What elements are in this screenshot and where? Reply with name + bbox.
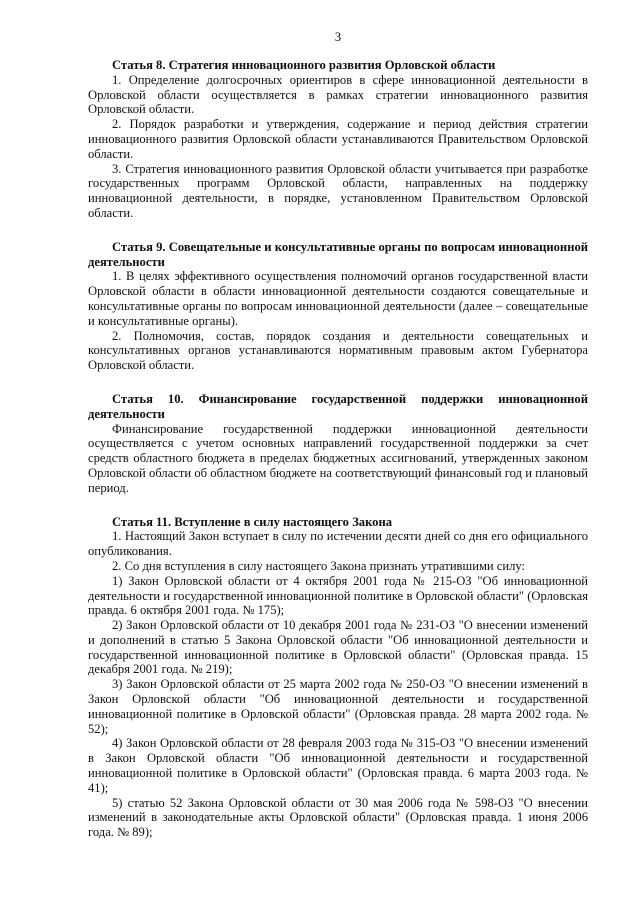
article-title: Статья 8. Стратегия инновационного развития Орловской области [112, 58, 496, 72]
paragraph: 5) статью 52 Закона Орловской области от 30 мая 2006 года № 598-ОЗ "О внесении изменений в законодательные акты Орловской области" (Орловская правда. 1 июня 2006 года. № 89); [88, 795, 588, 840]
article-11 [88, 515, 588, 841]
paragraph: 1. Настоящий Закон вступает в силу по истечении десяти дней со дня его официального опубликования. [88, 529, 588, 559]
paragraph: 2) Закон Орловской области от 10 декабря 2001 года № 231-ОЗ "О внесении изменений и дополнений в статью 5 Закона Орловской области "Об инновационной деятельности и государственной инновационной политике в Орловской области" (Орловская правда. 15 декабря 2001 года. № 219); [88, 618, 588, 677]
paragraph: 1) Закон Орловской области от 4 октября 2001 года № 215-ОЗ "Об инновационной деятельности и государственной инновационной политике в Орловской области" (Орловская правда. 6 октября 2001 года. № 175); [88, 573, 588, 618]
paragraph: 2. Полномочия, состав, порядок создания и деятельности совещательных и консультативных органов устанавливаются нормативным правовым актом Губернатора Орловской области. [88, 328, 588, 373]
paragraph: 2. Со дня вступления в силу настоящего Закона признать утратившими силу: [112, 558, 526, 573]
article-title: Статья 10. Финансирование государственной поддержки инновационной деятельности [88, 391, 588, 421]
article-title: Статья 11. Вступление в силу настоящего Закона [112, 514, 393, 529]
page-number: 3 [334, 30, 342, 44]
article-10 [88, 392, 588, 496]
paragraph: 4) Закон Орловской области от 28 февраля 2003 года № 315-ОЗ "О внесении изменений в Закон Орловской области "Об инновационной деятельности и государственной инновационной политике в Орловской области" (Орловская правда. 6 марта 2003 года. № 41); [88, 736, 588, 795]
article-8 [88, 58, 588, 221]
paragraph: 2. Порядок разработки и утверждения, содержание и период действия стратегии инновационного развития Орловской области устанавливаются Правительством Орловской области. [88, 117, 588, 161]
article-title: Статья 9. Совещательные и консультативные органы по вопросам инновационной деятельности [88, 239, 588, 269]
paragraph: 1. В целях эффективного осуществления полномочий органов государственной власти Орловской области в области инновационной деятельности создаются совещательные и консультативные органы по вопросам инновационной деятельности (далее – совещательные и консультативные органы). [88, 269, 588, 328]
paragraph: 1. Определение долгосрочных ориентиров в сфере инновационной деятельности в Орловской области осуществляется в рамках стратегии инновационного развития Орловской области. [88, 72, 588, 117]
paragraph: 3) Закон Орловской области от 25 марта 2002 года № 250-ОЗ "О внесении изменений в Закон Орловской области "Об инновационной деятельности и государственной инновационной политике в Орловской области" (Орловская правда. 28 марта 2002 года. № 52); [88, 677, 588, 736]
paragraph: Финансирование государственной поддержки инновационной деятельности осуществляется с учетом основных направлений государственной поддержки за счет средств областного бюджета в пределах бюджетных ассигнований, утвержденных законом Орловской области об областном бюджете на соответствующий финансовый год и плановый период. [88, 421, 588, 495]
article-9 [88, 240, 588, 373]
paragraph: 3. Стратегия инновационного развития Орловской области учитывается при разработке государственных программ Орловской области, направленных на поддержку инновационной деятельности, в порядке, установленном Правительством Орловской области. [88, 161, 588, 220]
